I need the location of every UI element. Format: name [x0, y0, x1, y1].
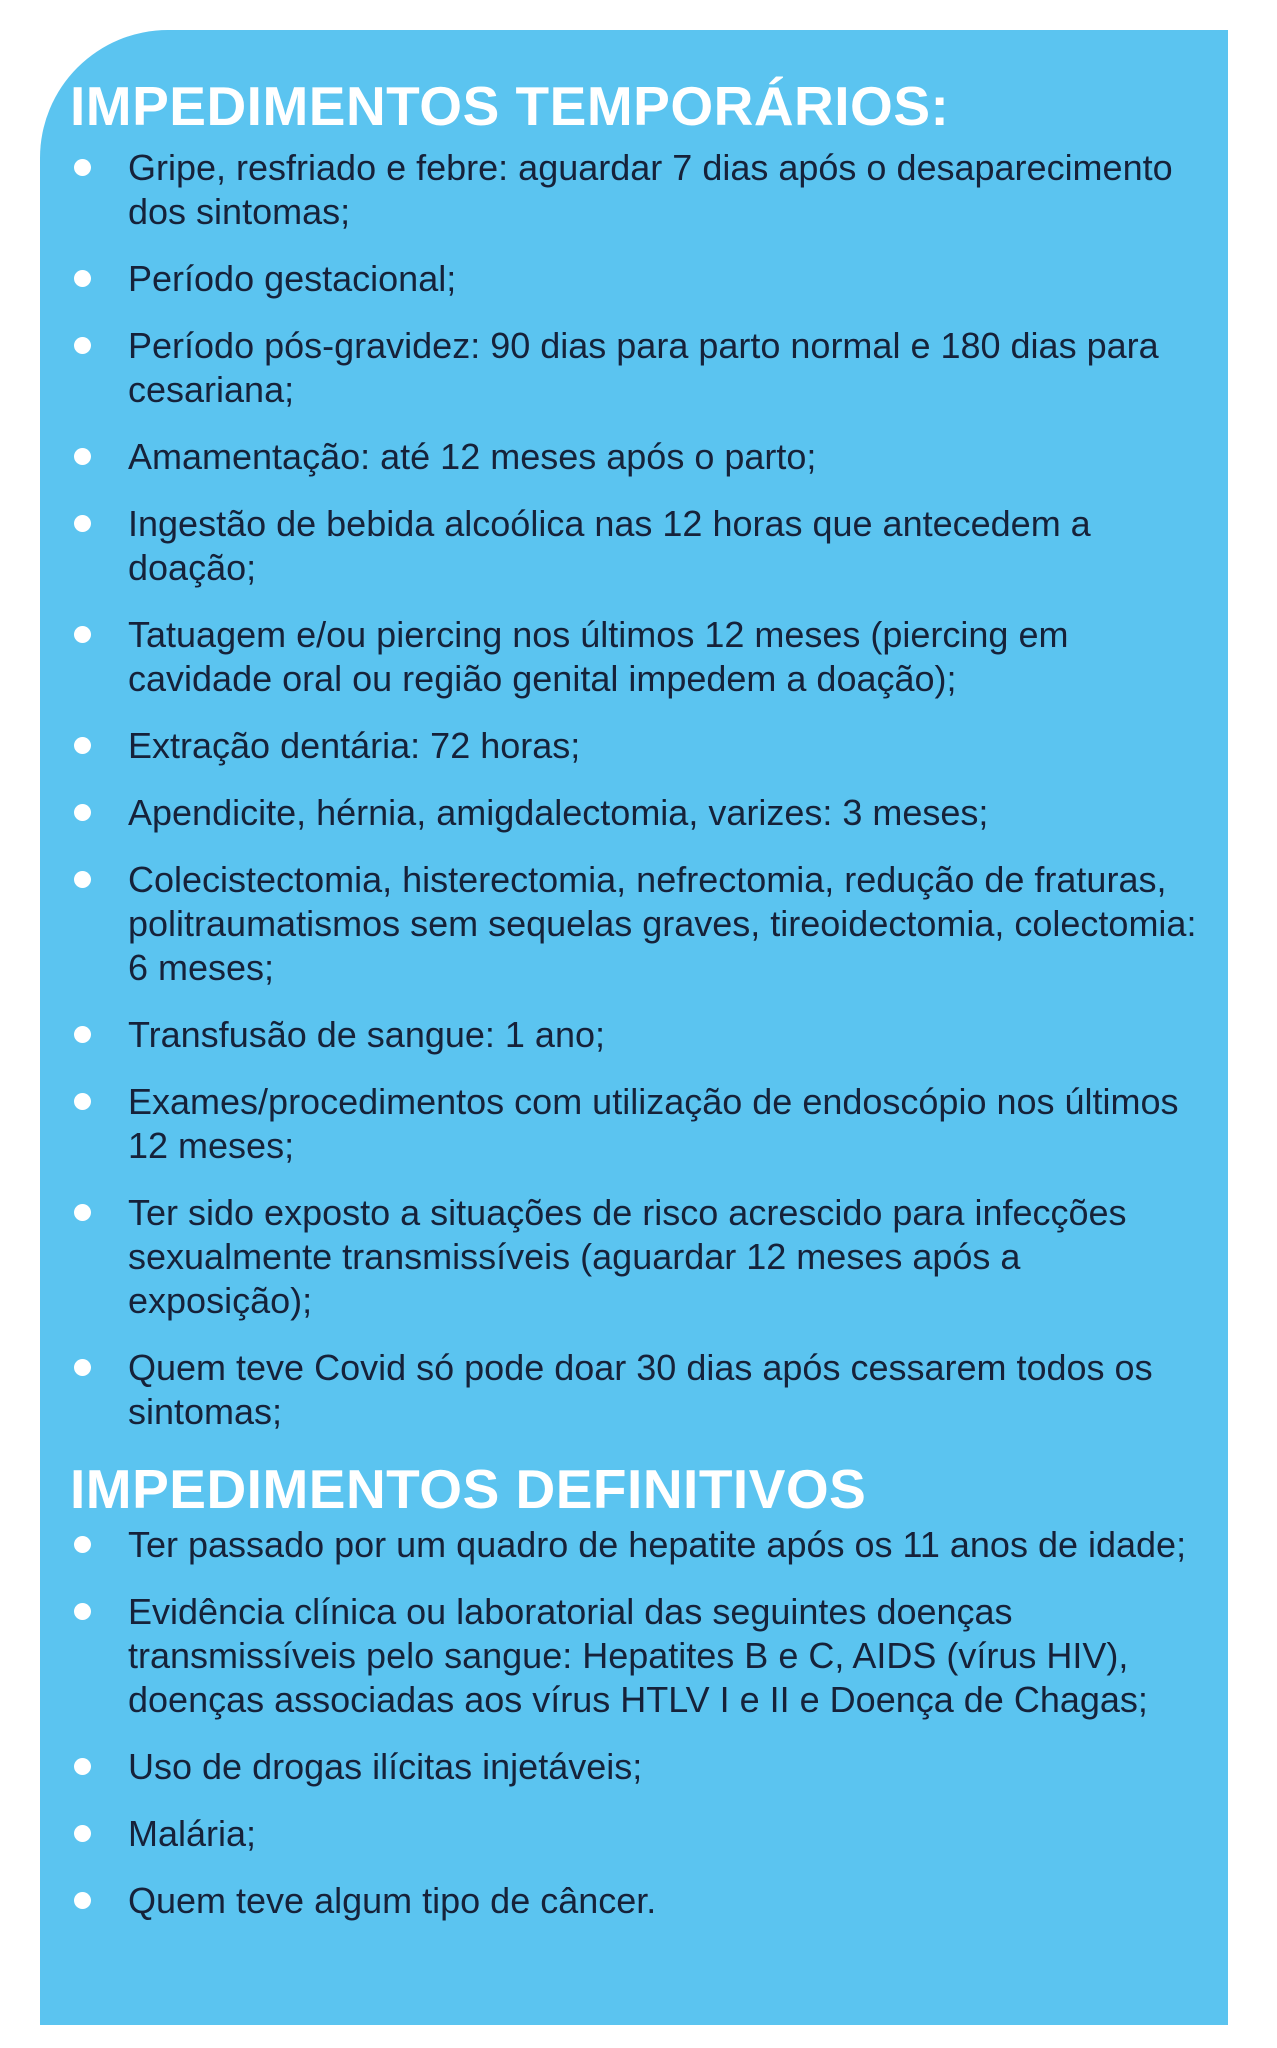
list-item-text: Uso de drogas ilícitas injetáveis;	[128, 1746, 643, 1787]
list-item	[70, 146, 1200, 234]
list-item	[70, 324, 1200, 412]
bullet-icon	[74, 337, 91, 354]
bullet-icon	[74, 270, 91, 287]
bullet-icon	[74, 1093, 91, 1110]
temporary-impediments-title: IMPEDIMENTOS TEMPORÁRIOS:	[70, 75, 950, 137]
list-item	[70, 858, 1200, 990]
list-item-text: Ter passado por um quadro de hepatite após os 11 anos de idade;	[128, 1524, 1187, 1565]
list-item	[70, 724, 1200, 768]
bullet-icon	[74, 737, 91, 754]
bullet-icon	[74, 1359, 91, 1376]
list-item-text: Período gestacional;	[128, 258, 457, 299]
bullet-icon	[74, 804, 91, 821]
list-item-text: Transfusão de sangue: 1 ano;	[128, 1014, 605, 1055]
list-item	[70, 435, 1200, 479]
list-item	[70, 1879, 1200, 1923]
list-item-text: Quem teve algum tipo de câncer.	[128, 1880, 657, 1921]
definitive-impediments-title: IMPEDIMENTOS DEFINITIVOS	[70, 1458, 867, 1520]
list-item-text: Amamentação: até 12 meses após o parto;	[128, 436, 817, 477]
list-item-text: Tatuagem e/ou piercing nos últimos 12 meses (piercing em cavidade oral ou região genital impedem a doação);	[128, 614, 1069, 699]
list-item-text: Evidência clínica ou laboratorial das seguintes doenças transmissíveis pelo sangue: Hepatites B e C, AIDS (vírus HIV), doenças associadas aos vírus HTLV I e II e Doença de Chagas;	[128, 1591, 1148, 1720]
bullet-icon	[74, 1204, 91, 1221]
bullet-icon	[74, 1892, 91, 1909]
list-item	[70, 1523, 1200, 1567]
list-item	[70, 1191, 1200, 1323]
list-item-text: Exames/procedimentos com utilização de endoscópio nos últimos 12 meses;	[128, 1081, 1179, 1166]
list-item	[70, 1346, 1200, 1434]
bullet-icon	[74, 1758, 91, 1775]
list-item-text: Malária;	[128, 1813, 257, 1854]
list-item-text: Ter sido exposto a situações de risco acrescido para infecções sexualmente transmissíveis (aguardar 12 meses após a exposição);	[128, 1192, 1127, 1321]
temporary-impediments-list	[70, 146, 1200, 1434]
list-item	[70, 1812, 1200, 1856]
list-item	[70, 791, 1200, 835]
list-item-text: Apendicite, hérnia, amigdalectomia, varizes: 3 meses;	[128, 792, 989, 833]
list-item	[70, 1080, 1200, 1168]
list-item-text: Ingestão de bebida alcoólica nas 12 horas que antecedem a doação;	[128, 503, 1091, 588]
list-item	[70, 1013, 1200, 1057]
bullet-icon	[74, 448, 91, 465]
list-item-text: Quem teve Covid só pode doar 30 dias após cessarem todos os sintomas;	[128, 1347, 1153, 1432]
list-item	[70, 1590, 1200, 1722]
bullet-icon	[74, 871, 91, 888]
bullet-icon	[74, 626, 91, 643]
bullet-icon	[74, 1026, 91, 1043]
list-item-text: Período pós-gravidez: 90 dias para parto normal e 180 dias para cesariana;	[128, 325, 1159, 410]
bullet-icon	[74, 1825, 91, 1842]
list-item-text: Colecistectomia, histerectomia, nefrectomia, redução de fraturas, politraumatismos sem sequelas graves, tireoidectomia, colectomia: 6 meses;	[128, 859, 1197, 988]
list-item	[70, 257, 1200, 301]
list-item-text: Gripe, resfriado e febre: aguardar 7 dias após o desaparecimento dos sintomas;	[128, 147, 1173, 232]
list-item	[70, 502, 1200, 590]
bullet-icon	[74, 159, 91, 176]
definitive-impediments-list	[70, 1523, 1200, 1923]
impediments-card	[40, 30, 1228, 2025]
bullet-icon	[74, 1603, 91, 1620]
list-item-text: Extração dentária: 72 horas;	[128, 725, 581, 766]
bullet-icon	[74, 1536, 91, 1553]
bullet-icon	[74, 515, 91, 532]
list-item	[70, 1745, 1200, 1789]
list-item	[70, 613, 1200, 701]
